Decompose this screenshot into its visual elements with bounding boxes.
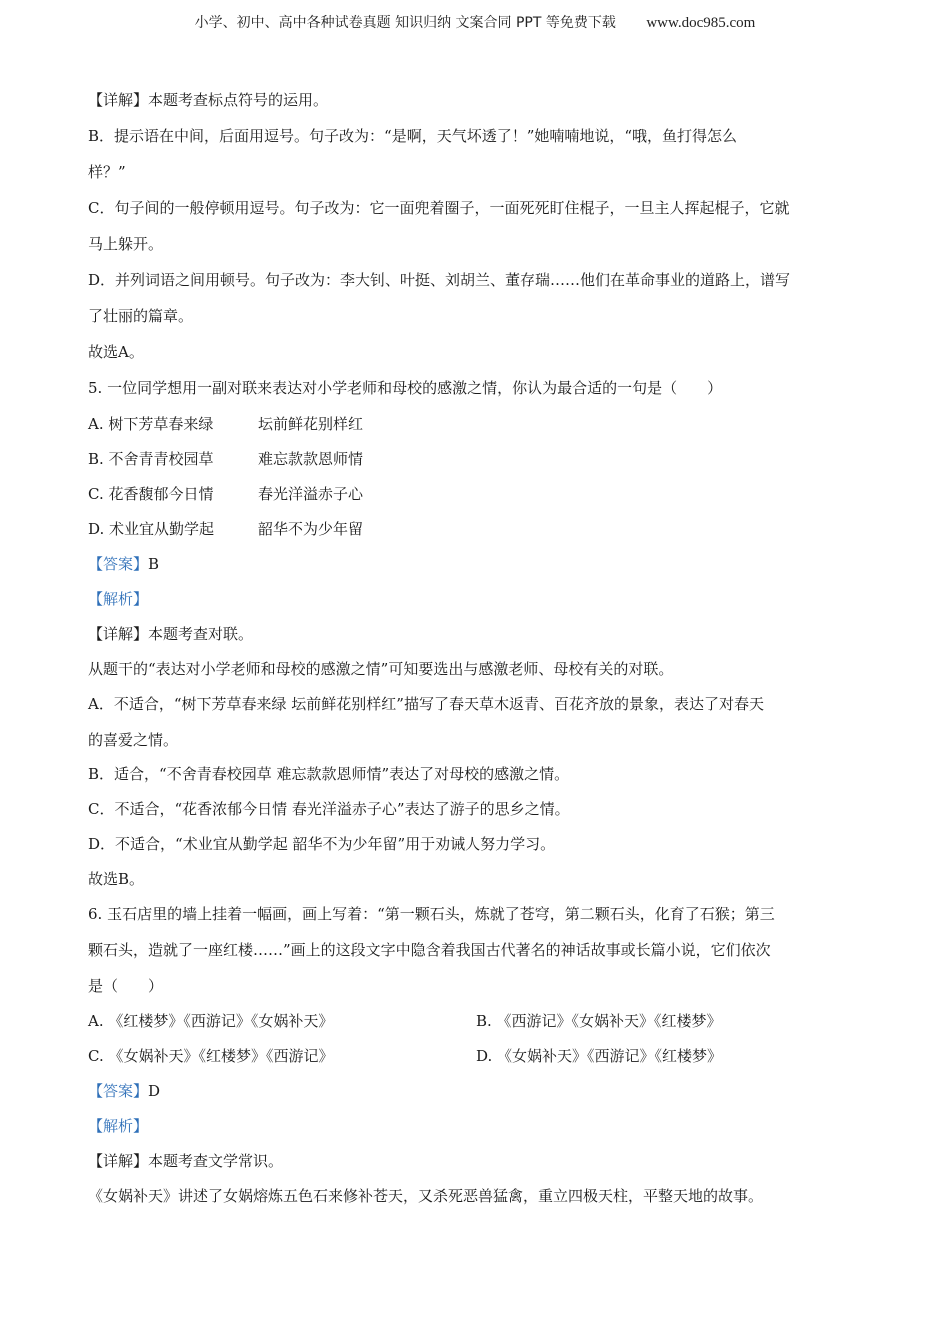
q4-c-line2: 马上躲开。	[88, 235, 164, 253]
q5-stem: 5. 一位同学想用一副对联来表达对小学老师和母校的感激之情，你认为最合适的一句是（ ）	[88, 379, 723, 397]
q4-detail: 【详解】本题考查标点符号的运用。	[88, 91, 329, 109]
q5-option-d: D. 术业宜从勤学起 韶华不为少年留	[88, 520, 364, 538]
q6-story: 《女娲补天》讲述了女娲熔炼五色石来修补苍天，又杀死恶兽猛禽，重立四极天柱，平整天地的故事。	[88, 1187, 764, 1205]
q6-stem-line2: 颗石头，造就了一座红楼……”画上的这段文字中隐含着我国古代著名的神话故事或长篇小说，它们依次	[88, 941, 771, 959]
q5-analysis-label: 【解析】	[88, 590, 149, 608]
header-title: 小学、初中、高中各种试卷真题 知识归纳 文案合同 PPT 等免费下载	[194, 15, 616, 31]
q5-option-b: B. 不舍青青校园草 难忘款款恩师情	[88, 450, 364, 468]
q6-options-row1	[88, 1009, 866, 1033]
q4-d-line1: D．并列词语之间用顿号。句子改为：李大钊、叶挺、刘胡兰、董存瑞……他们在革命事业的道路上，谱写	[88, 271, 791, 289]
q6-stem-line1: 6. 玉石店里的墙上挂着一幅画，画上写着：“第一颗石头，炼就了苍穹，第二颗石头，化育了石猴；第三	[88, 905, 775, 923]
q4-b-line1: B．提示语在中间，后面用逗号。句子改为：“是啊，天气坏透了！”她喃喃地说，“哦，鱼打得怎么	[88, 127, 738, 145]
q5-option-a: A. 树下芳草春来绿 坛前鲜花别样红	[88, 415, 364, 433]
header-url[interactable]: www.doc985.com	[646, 15, 756, 31]
q5-c-explain: C．不适合，“花香浓郁今日情 春光洋溢赤子心”表达了游子的思乡之情。	[88, 800, 570, 818]
q4-b-line2: 样？”	[88, 163, 126, 181]
q4-d-line2: 了壮丽的篇章。	[88, 307, 194, 325]
q5-d-explain: D．不适合，“术业宜从勤学起 韶华不为少年留”用于劝诫人努力学习。	[88, 835, 556, 853]
q5-a-line2: 的喜爱之情。	[88, 731, 179, 749]
page-header	[0, 12, 950, 32]
q6-stem-line3: 是（ ）	[88, 977, 164, 995]
q6-option-a: A. 《红楼梦》《西游记》《女娲补天》	[88, 1012, 334, 1030]
q6-detail: 【详解】本题考查文学常识。	[88, 1152, 284, 1170]
q4-choice: 故选A。	[88, 343, 144, 361]
q6-option-b: B. 《西游记》《女娲补天》《红楼梦》	[476, 1012, 722, 1030]
q5-choice: 故选B。	[88, 870, 145, 888]
q4-c-line1: C．句子间的一般停顿用逗号。句子改为：它一面兜着圈子，一面死死盯住棍子，一旦主人挥起棍子，它就	[88, 199, 790, 217]
q6-options-row2	[88, 1044, 866, 1068]
q5-a-line1: A．不适合，“树下芳草春来绿 坛前鲜花别样红”描写了春天草木返青、百花齐放的景象，表达了对春天	[88, 695, 764, 713]
q6-answer: 【答案】D	[88, 1082, 161, 1100]
q5-b-explain: B．适合，“不舍青春校园草 难忘款款恩师情”表达了对母校的感激之情。	[88, 765, 570, 783]
q5-option-c: C. 花香馥郁今日情 春光洋溢赤子心	[88, 485, 364, 503]
q6-option-c: C. 《女娲补天》《红楼梦》《西游记》	[88, 1047, 334, 1065]
q6-analysis-label: 【解析】	[88, 1117, 149, 1135]
q6-option-d: D. 《女娲补天》《西游记》《红楼梦》	[476, 1047, 723, 1065]
q5-detail: 【详解】本题考查对联。	[88, 625, 254, 643]
q5-intro: 从题干的“表达对小学老师和母校的感激之情”可知要选出与感激老师、母校有关的对联。	[88, 660, 674, 678]
q5-answer: 【答案】B	[88, 555, 160, 573]
document-body	[88, 88, 866, 1219]
